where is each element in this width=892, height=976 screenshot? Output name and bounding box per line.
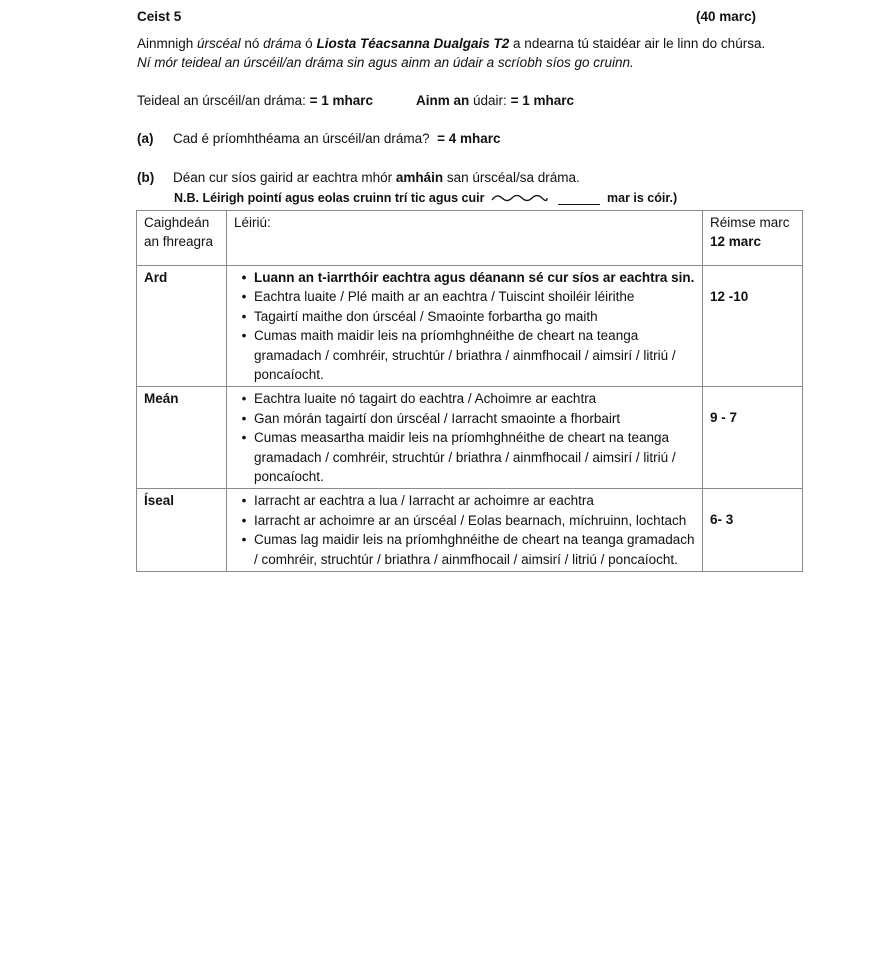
part-a-marks: = 4 mharc [437,131,501,146]
level-iseal: Íseal [137,489,227,572]
list-item: • Iarracht ar eachtra a lua / Iarracht ar achoimre ar eachtra [254,491,695,510]
list-item: • Eachtra luaite / Plé maith ar an eachtra / Tuiscint shoiléir léirithe [254,287,695,306]
note-end: mar is cóir.) [607,191,678,205]
list-item: • Eachtra luaite nó tagairt do eachtra / Achoimre ar eachtra [254,389,695,408]
level-mean: Meán [137,387,227,489]
intro-drama: dráma [263,36,302,51]
title-label-text: Teideal an úrscéil/an dráma: [137,93,306,108]
header-description: Léiriú: [227,211,703,266]
table-row [137,387,803,489]
author-label [416,93,574,108]
list-item: • Cumas lag maidir leis na príomhghnéithe de cheart na teanga gramadach / comhréir, struchtúr / briathra / ainmfhocail / aimsirí / litriú / poncaíocht. [254,530,695,569]
instruction-text: Ní mór teideal an úrscéil/an dráma sin agus ainm an údair a scríobh síos go cruinn. [137,55,634,70]
intro-rest: a ndearna tú staidéar air le linn do chúrsa. [513,36,766,51]
list-item: • Tagairtí maithe don úrscéal / Smaointe forbartha go maith [254,307,695,326]
question-marks: (40 marc) [696,9,757,24]
author-label-text: Ainm an [416,93,474,108]
part-b-label: (b) [137,170,155,185]
header-range [703,211,803,266]
question-title: Ceist 5 [137,9,182,24]
header-range-total: 12 marc [710,234,762,250]
table-row [137,489,803,572]
level-ard: Ard [137,266,227,387]
part-b-text: Déan cur síos gairid ar eachtra mhór [173,170,393,185]
intro-from: ó [305,36,313,51]
criteria-cell [227,387,703,489]
author-label-char: ú [473,93,481,108]
criteria-cell [227,266,703,387]
wavy-underline-icon [490,192,548,204]
part-b-text-end: san úrscéal/sa dráma. [446,170,580,185]
note-text: N.B. Léirigh pointí agus eolas cruinn trí tic agus cuir [174,191,485,205]
part-b-emphasis: amháin [395,170,444,185]
title-marks: = 1 mharc [309,93,374,108]
author-marks: = 1 mharc [510,93,574,108]
list-item: • Iarracht ar achoimre ar an úrscéal / Eolas bearnach, míchruinn, lochtach [254,511,695,530]
criteria-cell [227,489,703,572]
table-row [137,266,803,387]
part-b-question [173,170,580,185]
instruction-line [137,55,634,70]
range-value: 12 -10 [703,266,803,387]
header-standard: Caighdeán an fhreagra [137,211,227,266]
part-a-question [173,131,501,146]
list-item: • Gan mórán tagairtí don úrscéal / Iarracht smaointe a fhorbairt [254,409,695,428]
straight-underline-icon [558,204,600,205]
list-item: • Cumas measartha maidir leis na príomhghnéithe de cheart na teanga gramadach / comhréir, struchtúr / briathra / ainmfhocail / aimsirí / litriú / poncaíocht. [254,428,695,486]
intro-novel: úrscéal [197,36,241,51]
title-label [137,93,373,108]
intro-line [137,36,765,51]
part-a-text: Cad é príomhthéama an úrscéil/an dráma? [173,131,430,146]
author-label-rest: dair: [480,93,507,108]
intro-text: Ainmnigh [137,36,194,51]
intro-or: nó [244,36,260,51]
range-value: 9 - 7 [703,387,803,489]
rubric-table [136,210,803,572]
part-a-label: (a) [137,131,154,146]
intro-list-title: Liosta Téacsanna Dualgais T2 [316,36,510,51]
list-item: • Cumas maith maidir leis na príomhghnéithe de cheart na teanga gramadach / comhréir, struchtúr / briathra / ainmfhocail / aimsirí / litriú / poncaíocht. [254,326,695,384]
header-range-label: Réimse marc [710,215,790,230]
table-header-row [137,211,803,266]
list-item: • Luann an t-iarrthóir eachtra agus déanann sé cur síos ar eachtra sin. [254,268,695,287]
range-value: 6- 3 [703,489,803,572]
